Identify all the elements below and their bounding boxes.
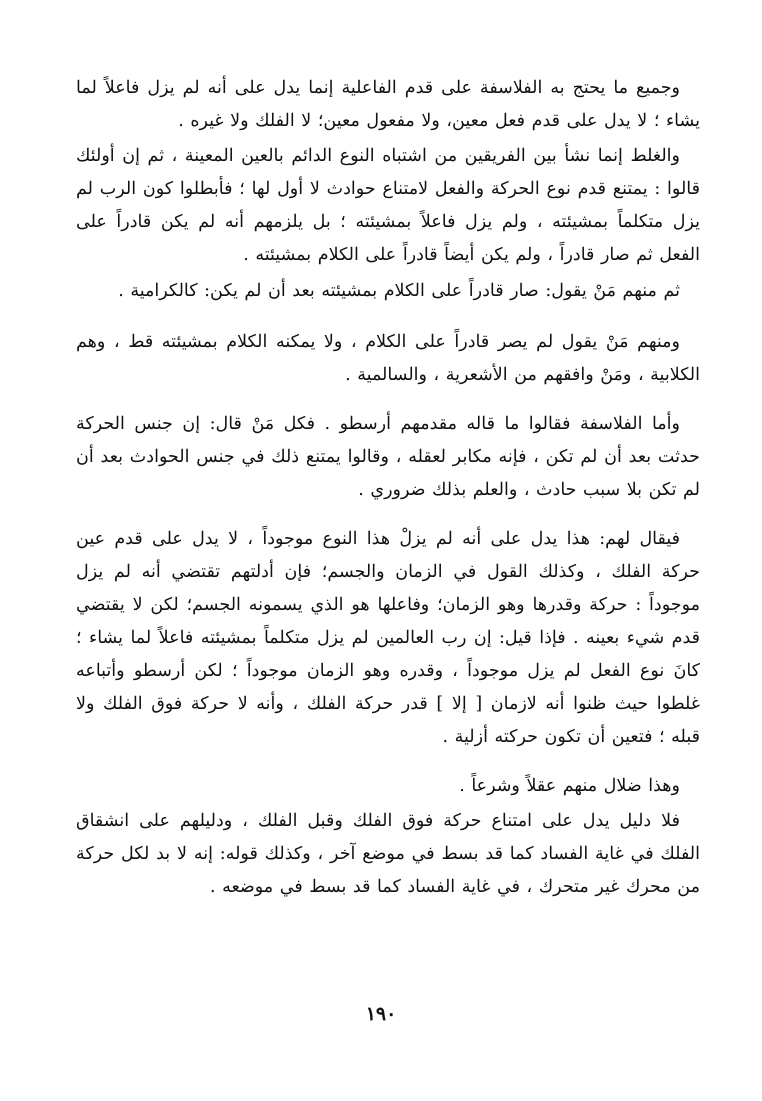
paragraph-2: والغلط إنما نشأ بين الفريقين من اشتباه النوع الدائم بالعين المعينة ، ثم إن أولئك قالوا : يمتنع قدم نوع الحركة والفعل لامتناع حوادث لا أول لها ؛ فأبطلوا كون الرب لم يزل متكلماً بمشيئته ، ولم يزل فاعلاً بمشيئته ؛ بل يلزمهم أنه لم يكن قادراً على الفعل ثم صار قادراً ، ولم يكن أيضاً قادراً على الكلام بمشيئته .	[76, 146, 700, 265]
paragraph-3: ثم منهم مَنْ يقول: صار قادراً على الكلام بمشيئته بعد أن لم يكن: كالكرامية .	[118, 281, 680, 301]
page-body	[76, 72, 700, 920]
paragraph-4: ومنهم مَنْ يقول لم يصر قادراً على الكلام ، ولا يمكنه الكلام بمشيئته قط ، وهم الكلابية ، ومَنْ وافقهم من الأشعرية ، والسالمية .	[76, 332, 700, 385]
page-number: ١٩٠	[365, 1003, 397, 1025]
paragraph-8: فلا دليل يدل على امتناع حركة فوق الفلك وقبل الفلك ، ودليلهم على انشقاق الفلك في غاية الفساد كما قد بسط في موضع آخر ، وكذلك قوله: إنه لا بد لكل حركة من محرك غير متحرك ، في غاية الفساد كما قد بسط في موضعه .	[76, 811, 700, 897]
paragraph-1: وجميع ما يحتج به الفلاسفة على قدم الفاعلية إنما يدل على أنه لم يزل فاعلاً لما يشاء ؛ لا يدل على قدم فعل معين، ولا مفعول معين؛ لا الفلك ولا غيره .	[76, 78, 700, 131]
paragraph-7: وهذا ضلال منهم عقلاً وشرعاً .	[459, 776, 680, 796]
paragraph-5: وأما الفلاسفة فقالوا ما قاله مقدمهم أرسطو . فكل مَنْ قال: إن جنس الحركة حدثت بعد أن لم تكن ، فإنه مكابر لعقله ، وقالوا يمتنع ذلك في جنس الحوادث بعد أن لم تكن بلا سبب حادث ، والعلم بذلك ضروري .	[76, 414, 700, 500]
paragraph-6: فيقال لهم: هذا يدل على أنه لم يزلْ هذا النوع موجوداً ، لا يدل على قدم عين حركة الفلك ، وكذلك القول في الزمان والجسم؛ فإن أدلتهم تقتضي أنه لم يزل موجوداً : حركة وقدرها وهو الزمان؛ وفاعلها هو الذي يسمونه الجسم؛ لكن لا يقتضي قدم شيء بعينه . فإذا قيل: إن رب العالمين لم يزل متكلماً بمشيئته فاعلاً لما يشاء ؛ كانَ نوع الفعل لم يزل موجوداً ، وقدره وهو الزمان موجوداً ؛ لكن أرسطو وأتباعه غلطوا حيث ظنوا أنه لازمان [ إلا ] قدر حركة الفلك ، وأنه لا حركة فوق الفلك ولا قبله ؛ فتعين أن تكون حركته أزلية .	[76, 529, 700, 747]
